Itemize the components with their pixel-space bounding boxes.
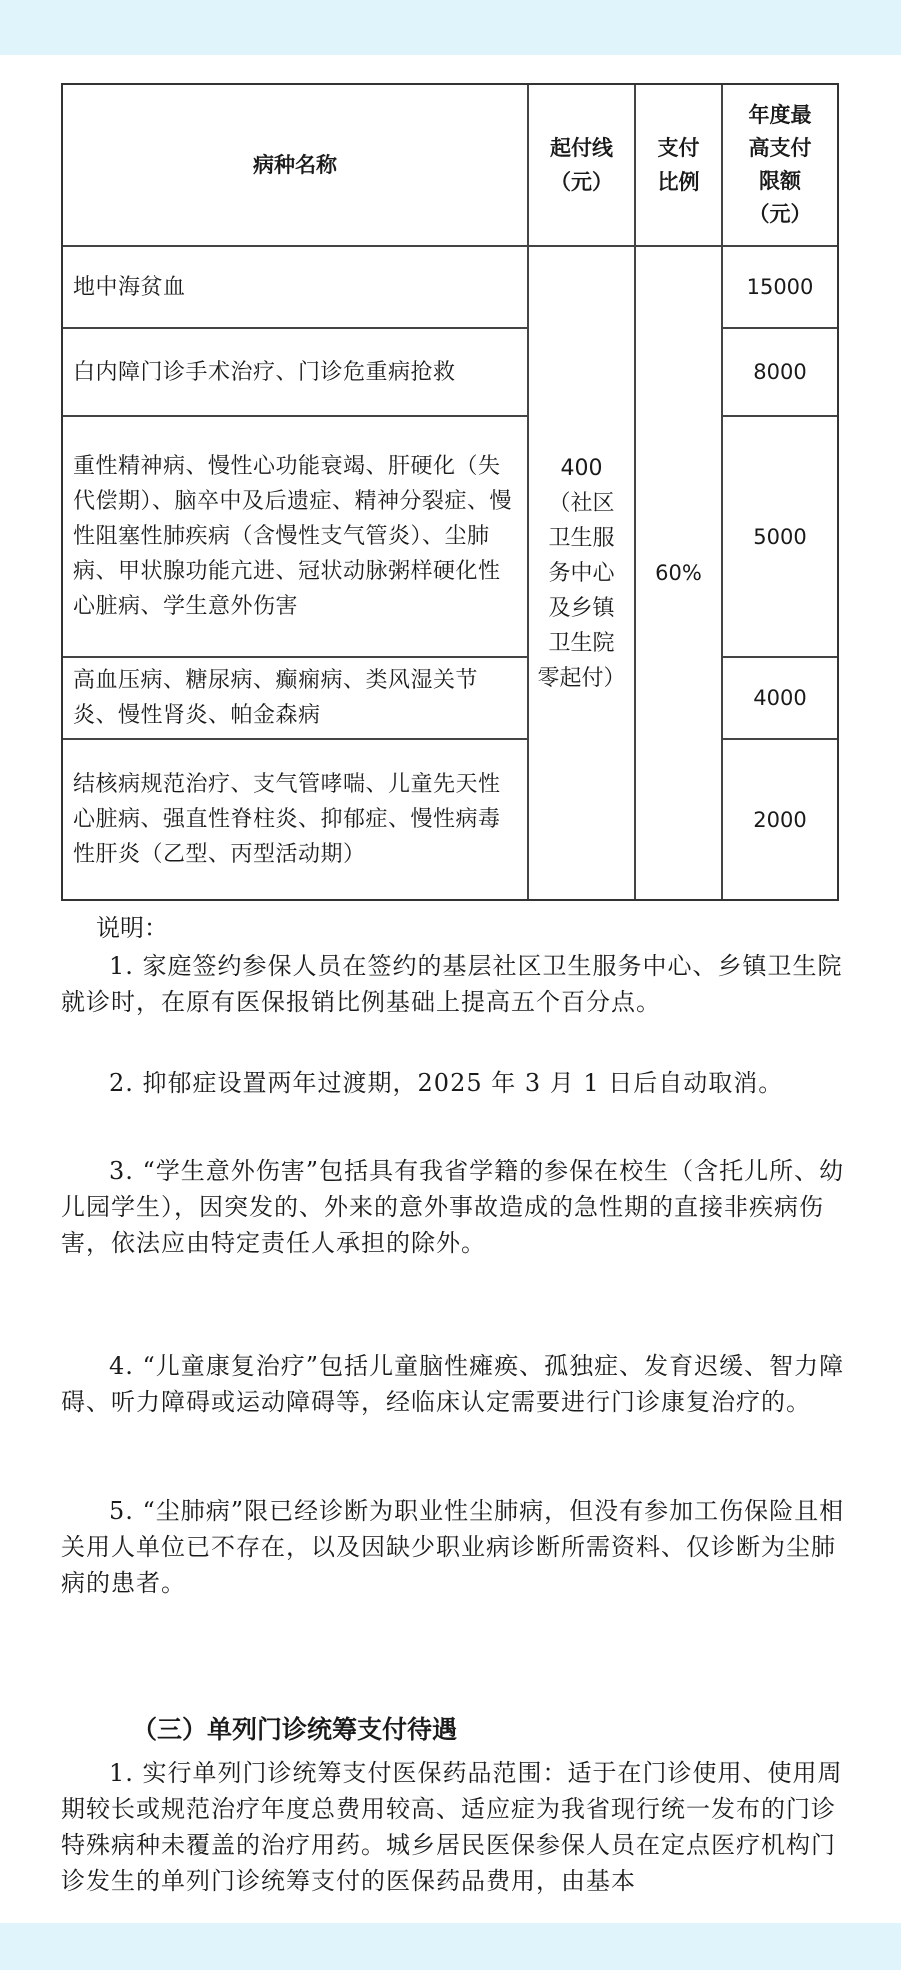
header-annual-limit: 年度最 高支付 限额 （元） — [748, 103, 812, 226]
disease-name-row-5: 结核病规范治疗、支气管哮喘、儿童先天性心脏病、强直性脊柱炎、抑郁症、慢性病毒性肝炎（乙型、丙型活动期） — [73, 772, 501, 867]
note-item-3: 3. “学生意外伤害”包括具有我省学籍的参保在校生（含托儿所、幼儿园学生），因突发的、外来的意外事故造成的急性期的直接非疾病伤害，依法应由特定责任人承担的除外。 — [61, 1157, 845, 1257]
note-item-5: 5. “尘肺病”限已经诊断为职业性尘肺病，但没有参加工伤保险且相关用人单位已不存在，以及因缺少职业病诊断所需资料、仅诊断为尘肺病的患者。 — [61, 1497, 845, 1597]
disease-name-row-3: 重性精神病、慢性心功能衰竭、肝硬化（失代偿期）、脑卒中及后遗症、精神分裂症、慢性阻塞性肺疾病（含慢性支气管炎）、尘肺病、甲状腺功能亢进、冠状动脉粥样硬化性心脏病、学生意外伤害 — [73, 454, 513, 619]
disease-name-row-1: 地中海贫血 — [73, 274, 186, 300]
bottom-band — [0, 1923, 901, 1970]
deductible-note: （社区 卫生服 务中心 及乡镇 卫生院 零起付） — [537, 490, 626, 691]
disease-payment-table — [61, 83, 839, 901]
notes-label: 说明： — [96, 914, 168, 942]
header-payment-ratio: 支付 比例 — [657, 136, 700, 194]
header-disease-name: 病种名称 — [253, 153, 337, 177]
note-item-2: 2. 抑郁症设置两年过渡期，2025 年 3 月 1 日后自动取消。 — [109, 1069, 784, 1097]
document-page — [0, 55, 901, 1923]
top-band — [0, 0, 901, 55]
header-deductible: 起付线 （元） — [550, 136, 613, 194]
note-item-1: 1. 家庭签约参保人员在签约的基层社区卫生服务中心、乡镇卫生院就诊时，在原有医保报销比例基础上提高五个百分点。 — [61, 952, 843, 1016]
deductible-value: 400 — [560, 455, 603, 481]
note-item-4: 4. “儿童康复治疗”包括儿童脑性瘫痪、孤独症、发育迟缓、智力障碍、听力障碍或运动障碍等，经临床认定需要进行门诊康复治疗的。 — [61, 1352, 845, 1416]
disease-name-row-4: 高血压病、糖尿病、癫痫病、类风湿关节炎、慢性肾炎、帕金森病 — [73, 668, 479, 728]
disease-name-row-2: 白内障门诊手术治疗、门诊危重病抢救 — [73, 359, 456, 385]
payment-ratio-merged-cell: 60% — [655, 560, 702, 585]
limit-row-4: 4000 — [753, 686, 807, 710]
section-paragraph: 1. 实行单列门诊统筹支付医保药品范围：适于在门诊使用、使用周期较长或规范治疗年度总费用较高、适应症为我省现行统一发布的门诊特殊病种未覆盖的治疗用药。城乡居民医保参保人员在定点医疗机构门诊发生的单列门诊统筹支付的医保药品费用，由基本 — [61, 1759, 843, 1895]
limit-row-5: 2000 — [753, 807, 807, 832]
limit-row-2: 8000 — [753, 360, 807, 384]
section-heading: （三）单列门诊统筹支付待遇 — [132, 1715, 458, 1744]
limit-row-1: 15000 — [746, 275, 814, 299]
deductible-merged-cell — [529, 247, 634, 899]
limit-row-3: 5000 — [753, 524, 807, 549]
